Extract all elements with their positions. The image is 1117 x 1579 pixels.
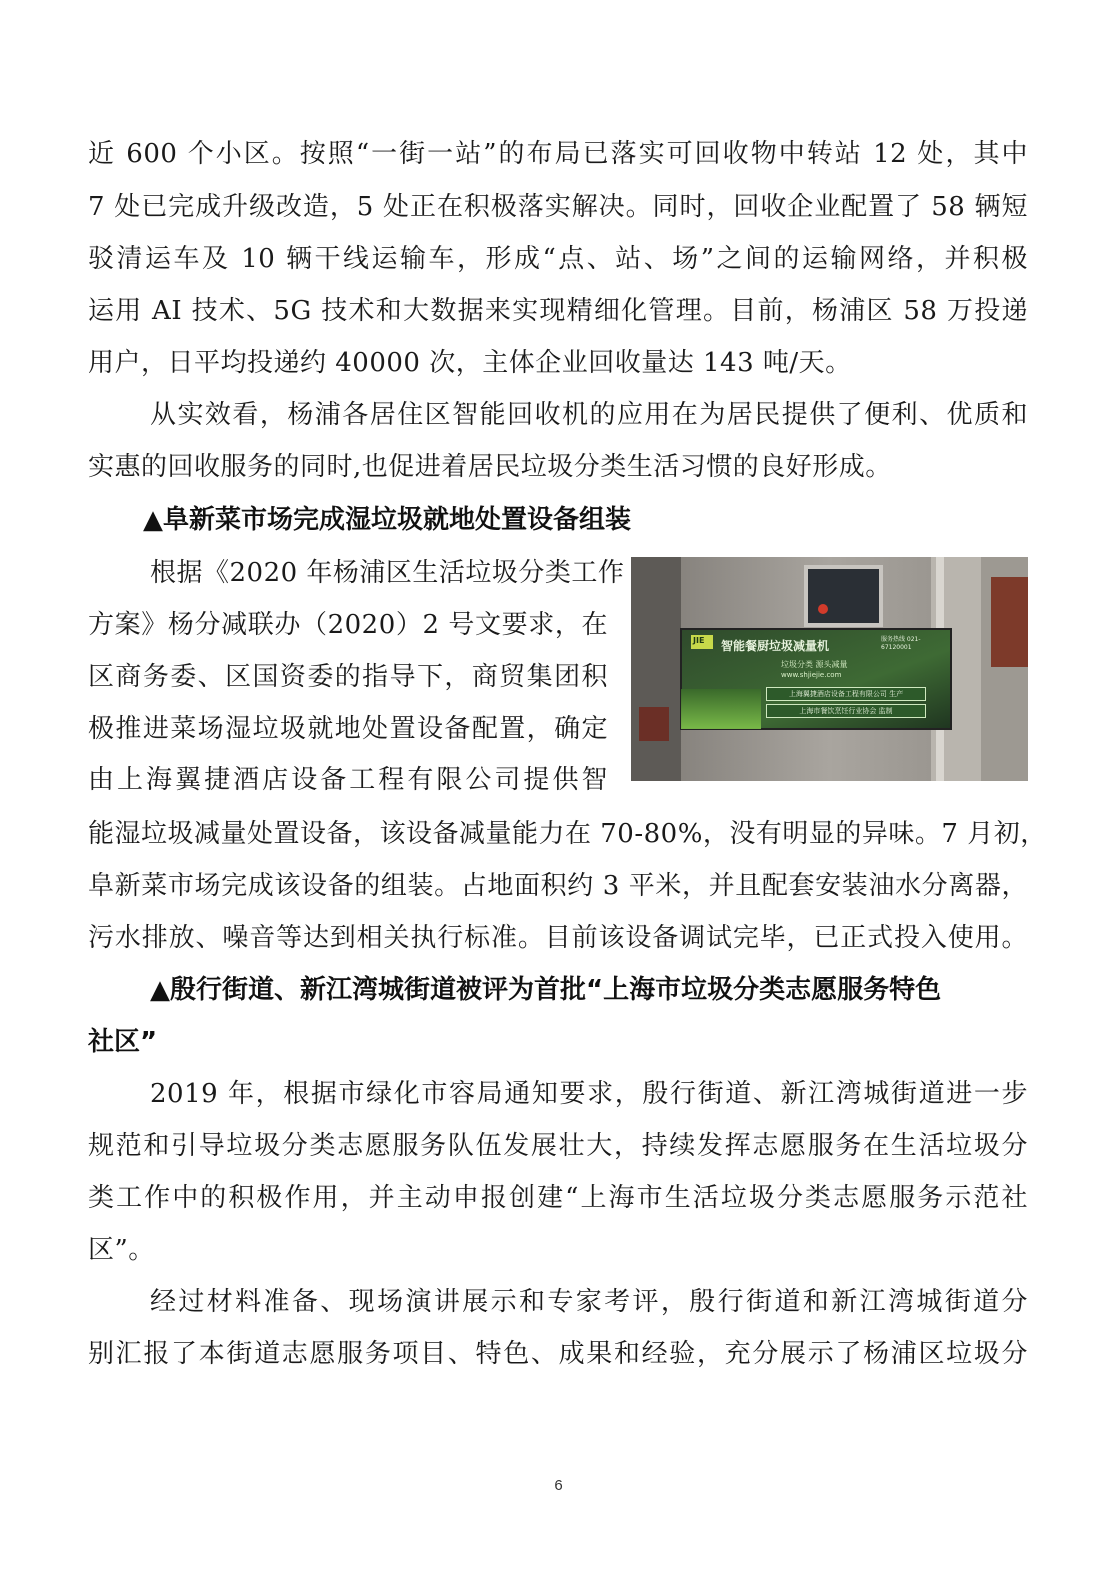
paragraph-line: 别汇报了本街道志愿服务项目、特色、成果和经验，充分展示了杨浦区垃圾分 (88, 1339, 1028, 1369)
paragraph-line: 区”。 (88, 1235, 155, 1265)
paragraph-line: 能湿垃圾减量处置设备，该设备减量能力在 70-80%，没有明显的异味。7 月初， (88, 819, 1047, 849)
paragraph-line: 根据《2020 年杨浦区生活垃圾分类工作 (150, 558, 625, 588)
paragraph-line: 极推进菜场湿垃圾就地处置设备配置，确定 (88, 714, 608, 744)
association-text: 上海市餐饮烹饪行业协会 监制 (766, 704, 926, 718)
paragraph-line: 规范和引导垃圾分类志愿服务队伍发展壮大，持续发挥志愿服务在生活垃圾分 (88, 1131, 1028, 1161)
section-heading: ▲殷行街道、新江湾城街道被评为首批“上海市垃圾分类志愿服务特色 (150, 975, 942, 1005)
paragraph-line: 区商务委、区国资委的指导下，商贸集团积 (88, 662, 608, 692)
hotline-text: 服务热线 021-67120001 (881, 636, 921, 651)
paragraph-line: 2019 年，根据市绿化市容局通知要求，殷行街道、新江湾城街道进一步 (150, 1079, 1028, 1109)
manufacturer-text: 上海翼捷酒店设备工程有限公司 生产 (766, 687, 926, 701)
logo-text: JIE (693, 636, 705, 645)
paragraph-line: 用户，日平均投递约 40000 次，主体企业回收量达 143 吨/天。 (88, 348, 852, 378)
machine-title: 智能餐厨垃圾减量机 (721, 639, 830, 653)
paragraph-line: 实惠的回收服务的同时,也促进着居民垃圾分类生活习惯的良好形成。 (88, 452, 892, 482)
slogan-text: 垃圾分类 源头减量 (781, 660, 848, 669)
section-heading: ▲阜新菜市场完成湿垃圾就地处置设备组装 (143, 505, 631, 535)
paragraph-line: 7 处已完成升级改造，5 处正在积极落实解决。同时，回收企业配置了 58 辆短 (88, 192, 1028, 222)
section-heading-continued: 社区” (88, 1027, 158, 1057)
paragraph-line: 类工作中的积极作用，并主动申报创建“上海市生活垃圾分类志愿服务示范社 (88, 1183, 1028, 1213)
paragraph-line: 方案》杨分减联办（2020）2 号文要求，在 (88, 610, 608, 640)
paragraph-line: 由上海翼捷酒店设备工程有限公司提供智 (88, 765, 608, 795)
paragraph-line: 污水排放、噪音等达到相关执行标准。目前该设备调试完毕，已正式投入使用。 (88, 923, 1028, 953)
paragraph-line: 运用 AI 技术、5G 技术和大数据来实现精细化管理。目前，杨浦区 58 万投递 (88, 296, 1028, 326)
paragraph-line: 近 600 个小区。按照“一街一站”的布局已落实可回收物中转站 12 处，其中 (88, 139, 1028, 169)
paragraph-line: 从实效看，杨浦各居住区智能回收机的应用在为居民提供了便利、优质和 (150, 400, 1028, 430)
paragraph-line: 驳清运车及 10 辆干线运输车，形成“点、站、场”之间的运输网络，并积极 (88, 244, 1028, 274)
paragraph-line: 阜新菜市场完成该设备的组装。占地面积约 3 平米，并且配套安装油水分离器， (88, 871, 1028, 901)
page-number: 6 (554, 1477, 563, 1494)
website-text: www.shjiejie.com (781, 671, 842, 679)
machine-photo (631, 557, 1028, 781)
paragraph-line: 经过材料准备、现场演讲展示和专家考评，殷行街道和新江湾城街道分 (150, 1287, 1028, 1317)
